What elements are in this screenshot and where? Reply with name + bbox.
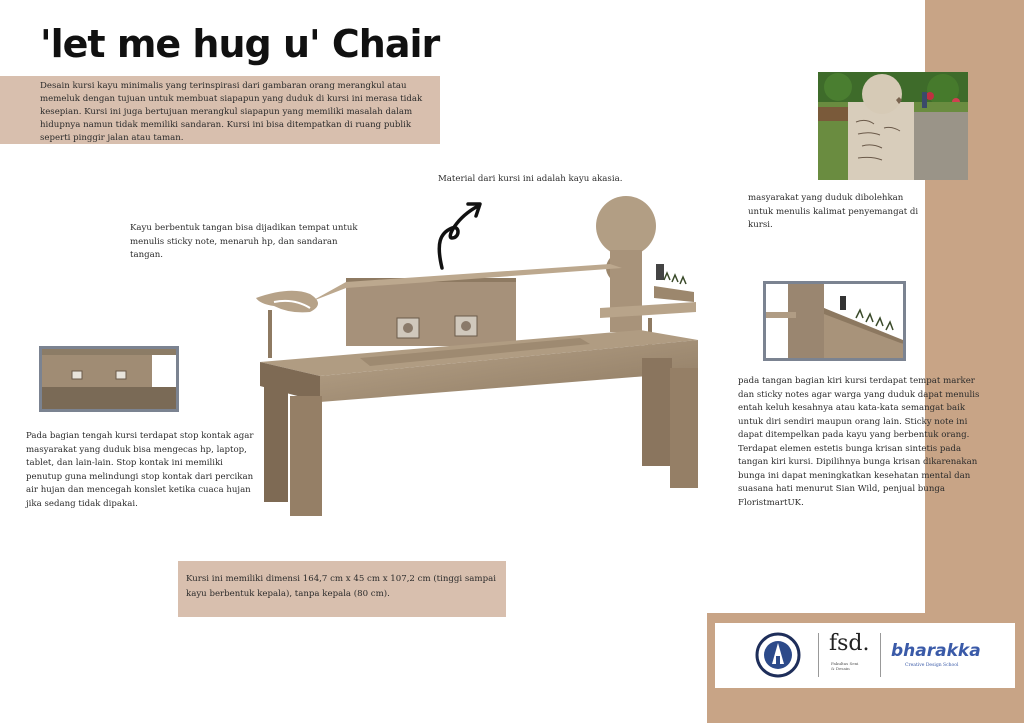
intro-text: Desain kursi kayu minimalis yang terinspirasi dari gambaran orang merangkul atau memeluk dengan tujuan untuk membuat siapapun yang duduk di kursi ini merasa tidak kesepian. Kursi ini juga bertujuan merangkul siapapun yang memiliki masalah dalam hidupnya namun tidak memiliki sandaran. Kursi ini bisa ditempatkan di ruang publik seperti pinggir jalan atau taman. [0, 76, 440, 144]
bottom-accent-notch [760, 690, 860, 723]
marker-holder-detail-photo [763, 281, 906, 361]
chair-illustration [250, 190, 710, 520]
material-caption: Material dari kursi ini adalah kayu akasia. [438, 174, 623, 184]
logo-divider [818, 633, 819, 677]
logo-strip [715, 623, 1015, 688]
outlet-detail-photo [39, 346, 179, 412]
dimension-text: Kursi ini memiliki dimensi 164,7 cm x 45 cm x 107,2 cm (tinggi sampai kayu berbentuk kepala), tanpa kepala (80 cm). [178, 561, 506, 617]
fsd-logo: fsd. [829, 631, 870, 656]
hand-wood-caption: Kayu berbentuk tangan bisa dijadikan tempat untuk menulis sticky note, menaruh hp, dan sandaran tangan. [130, 223, 358, 260]
bharakka-logo: bharakka [891, 641, 981, 661]
fsd-logo-subtitle: Fakultas Seni & Desain [831, 661, 859, 671]
university-seal-logo [755, 632, 801, 678]
logo-divider [880, 633, 881, 677]
power-outlet-caption: Pada bagian tengah kursi terdapat stop kontak agar masyarakat yang duduk bisa mengecas hp, laptop, tablet, dan lain-lain. Stop kontak ini memiliki penutup guna melindungi stop kontak dari percikan air hujan dan mencegah konslet ketika cuaca hujan jika sedang tidak dipakai. [26, 431, 254, 509]
writing-caption: masyarakat yang duduk dibolehkan untuk menulis kalimat penyemangat di kursi. [748, 193, 919, 230]
left-hand-caption: pada tangan bagian kiri kursi terdapat tempat marker dan sticky notes agar warga yang duduk dapat menulis entah keluh kesahnya atau kata-kata semangat baik untuk diri sendiri maupun orang lain. Sticky note ini dapat ditempelkan pada kayu yang berbentuk orang. Terdapat elemen estetis bunga krisan sintetis pada tangan kiri kursi. Dipilihnya bunga krisan dikarenakan bunga ini dapat meningkatkan kesehatan mental dan suasana hati menurut Sian Wild, penjual bunga FloristmartUK. [738, 376, 980, 508]
bharakka-logo-subtitle: Creative Design School [905, 663, 959, 668]
page-title: 'let me hug u' Chair [40, 22, 440, 66]
park-chair-photo [818, 72, 968, 180]
